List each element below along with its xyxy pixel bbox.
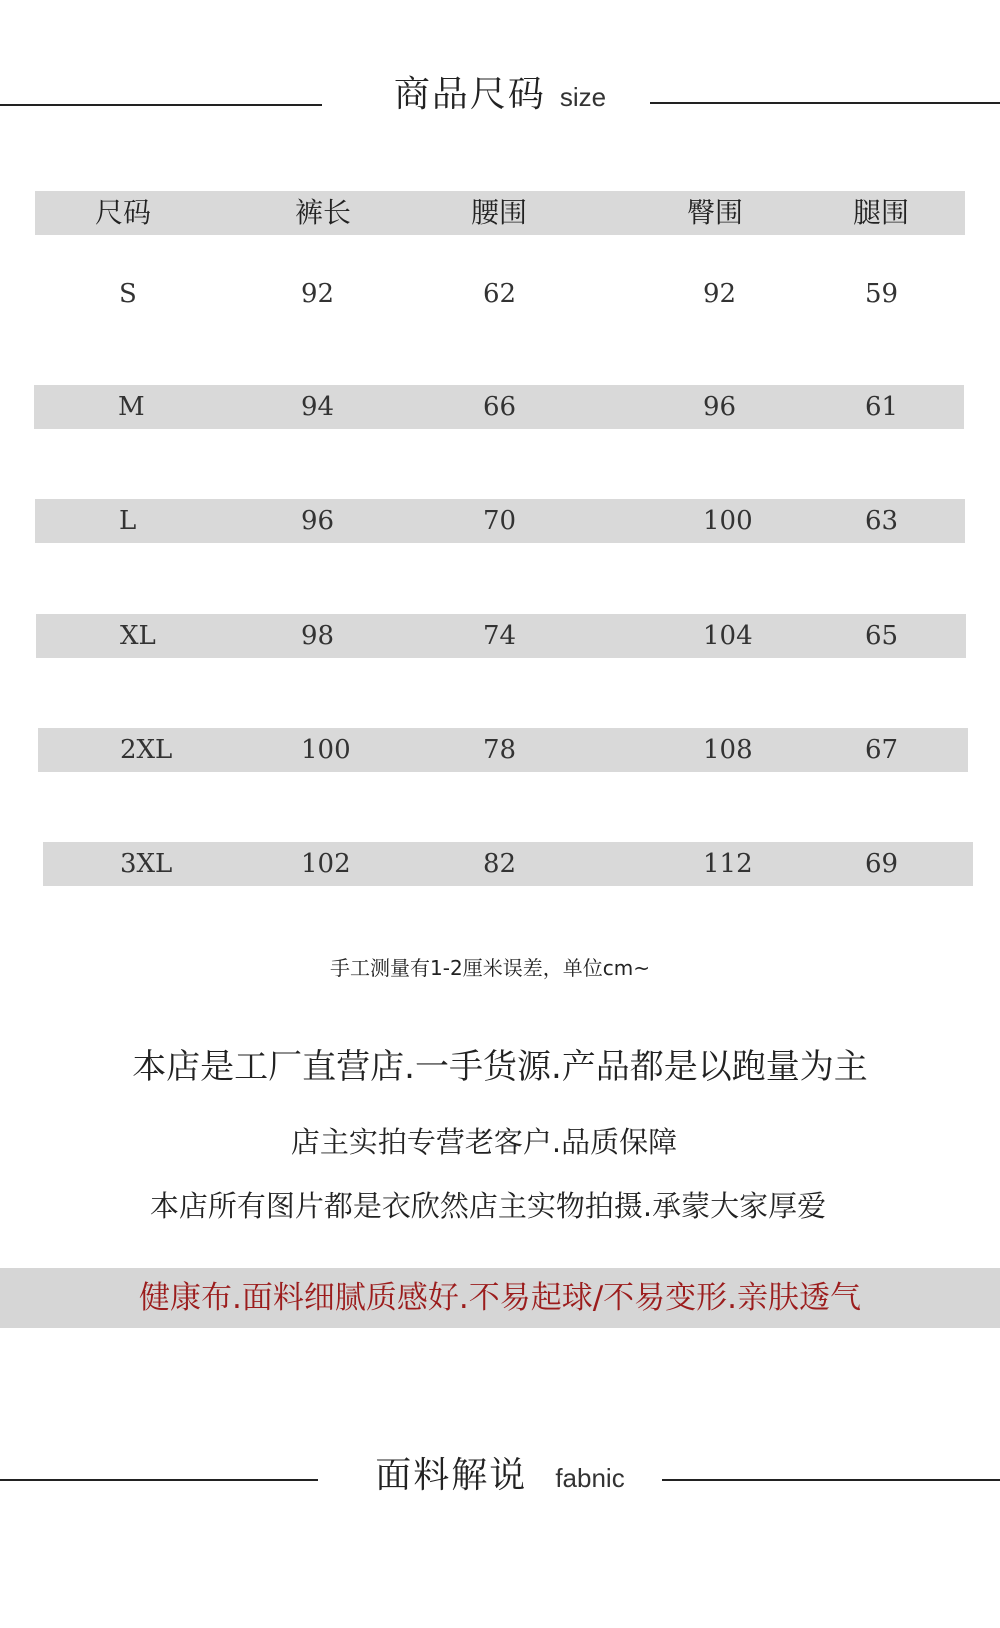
table-row-s — [35, 272, 965, 316]
cell-length: 94 — [301, 392, 335, 422]
cell-length: 96 — [301, 506, 335, 536]
cell-length: 98 — [301, 621, 335, 651]
cell-hip: 96 — [703, 392, 737, 422]
cell-hip: 104 — [703, 621, 753, 651]
cell-size: 3XL — [120, 849, 173, 879]
cell-length: 92 — [301, 279, 335, 309]
cell-hip: 92 — [703, 279, 737, 309]
table-row-2xl — [38, 728, 968, 772]
size-title-cn: 商品尺码 — [393, 74, 546, 115]
measurement-note: 手工测量有1-2厘米误差，单位cm~ — [330, 956, 650, 980]
cell-size: XL — [120, 621, 156, 651]
cell-waist: 66 — [483, 392, 517, 422]
cell-thigh: 65 — [865, 621, 899, 651]
cell-hip: 112 — [703, 849, 753, 879]
cell-waist: 78 — [483, 735, 517, 765]
store-note-line1: 本店是工厂直营店.一手货源.产品都是以跑量为主 — [132, 1047, 868, 1087]
table-row-l — [35, 499, 965, 543]
feature-text: 健康布.面料细腻质感好.不易起球/不易变形.亲肤透气 — [138, 1280, 861, 1316]
header-length: 裤长 — [295, 196, 352, 229]
cell-waist: 70 — [483, 506, 517, 536]
cell-size: L — [119, 506, 137, 536]
cell-thigh: 61 — [865, 392, 899, 422]
store-note-line2: 店主实拍专营老客户.品质保障 — [290, 1125, 678, 1159]
header-waist: 腰围 — [471, 196, 528, 229]
cell-hip: 100 — [703, 506, 753, 536]
feature-band — [0, 1268, 1000, 1328]
cell-waist: 82 — [483, 849, 517, 879]
fabric-section-title — [0, 1447, 1000, 1497]
cell-thigh: 67 — [865, 735, 899, 765]
cell-waist: 62 — [483, 279, 517, 309]
size-section-title — [0, 66, 1000, 116]
size-title-en: size — [559, 82, 607, 112]
cell-size: 2XL — [120, 735, 173, 765]
cell-thigh: 63 — [865, 506, 899, 536]
cell-hip: 108 — [703, 735, 753, 765]
fabric-title-cn: 面料解说 — [375, 1455, 528, 1496]
cell-thigh: 59 — [865, 279, 899, 309]
size-table-header — [35, 191, 965, 235]
cell-size: S — [119, 279, 137, 309]
header-hip: 臀围 — [687, 196, 744, 229]
header-size: 尺码 — [95, 196, 152, 229]
table-row-m — [34, 385, 964, 429]
cell-waist: 74 — [483, 621, 517, 651]
cell-size: M — [118, 392, 145, 422]
cell-thigh: 69 — [865, 849, 899, 879]
cell-length: 100 — [301, 735, 351, 765]
header-thigh: 腿围 — [853, 196, 910, 229]
fabric-title-en: fabnic — [555, 1463, 625, 1493]
store-note-line3: 本店所有图片都是衣欣然店主实物拍摄.承蒙大家厚爱 — [149, 1189, 827, 1223]
cell-length: 102 — [301, 849, 351, 879]
table-row-xl — [36, 614, 966, 658]
table-row-3xl — [43, 842, 973, 886]
